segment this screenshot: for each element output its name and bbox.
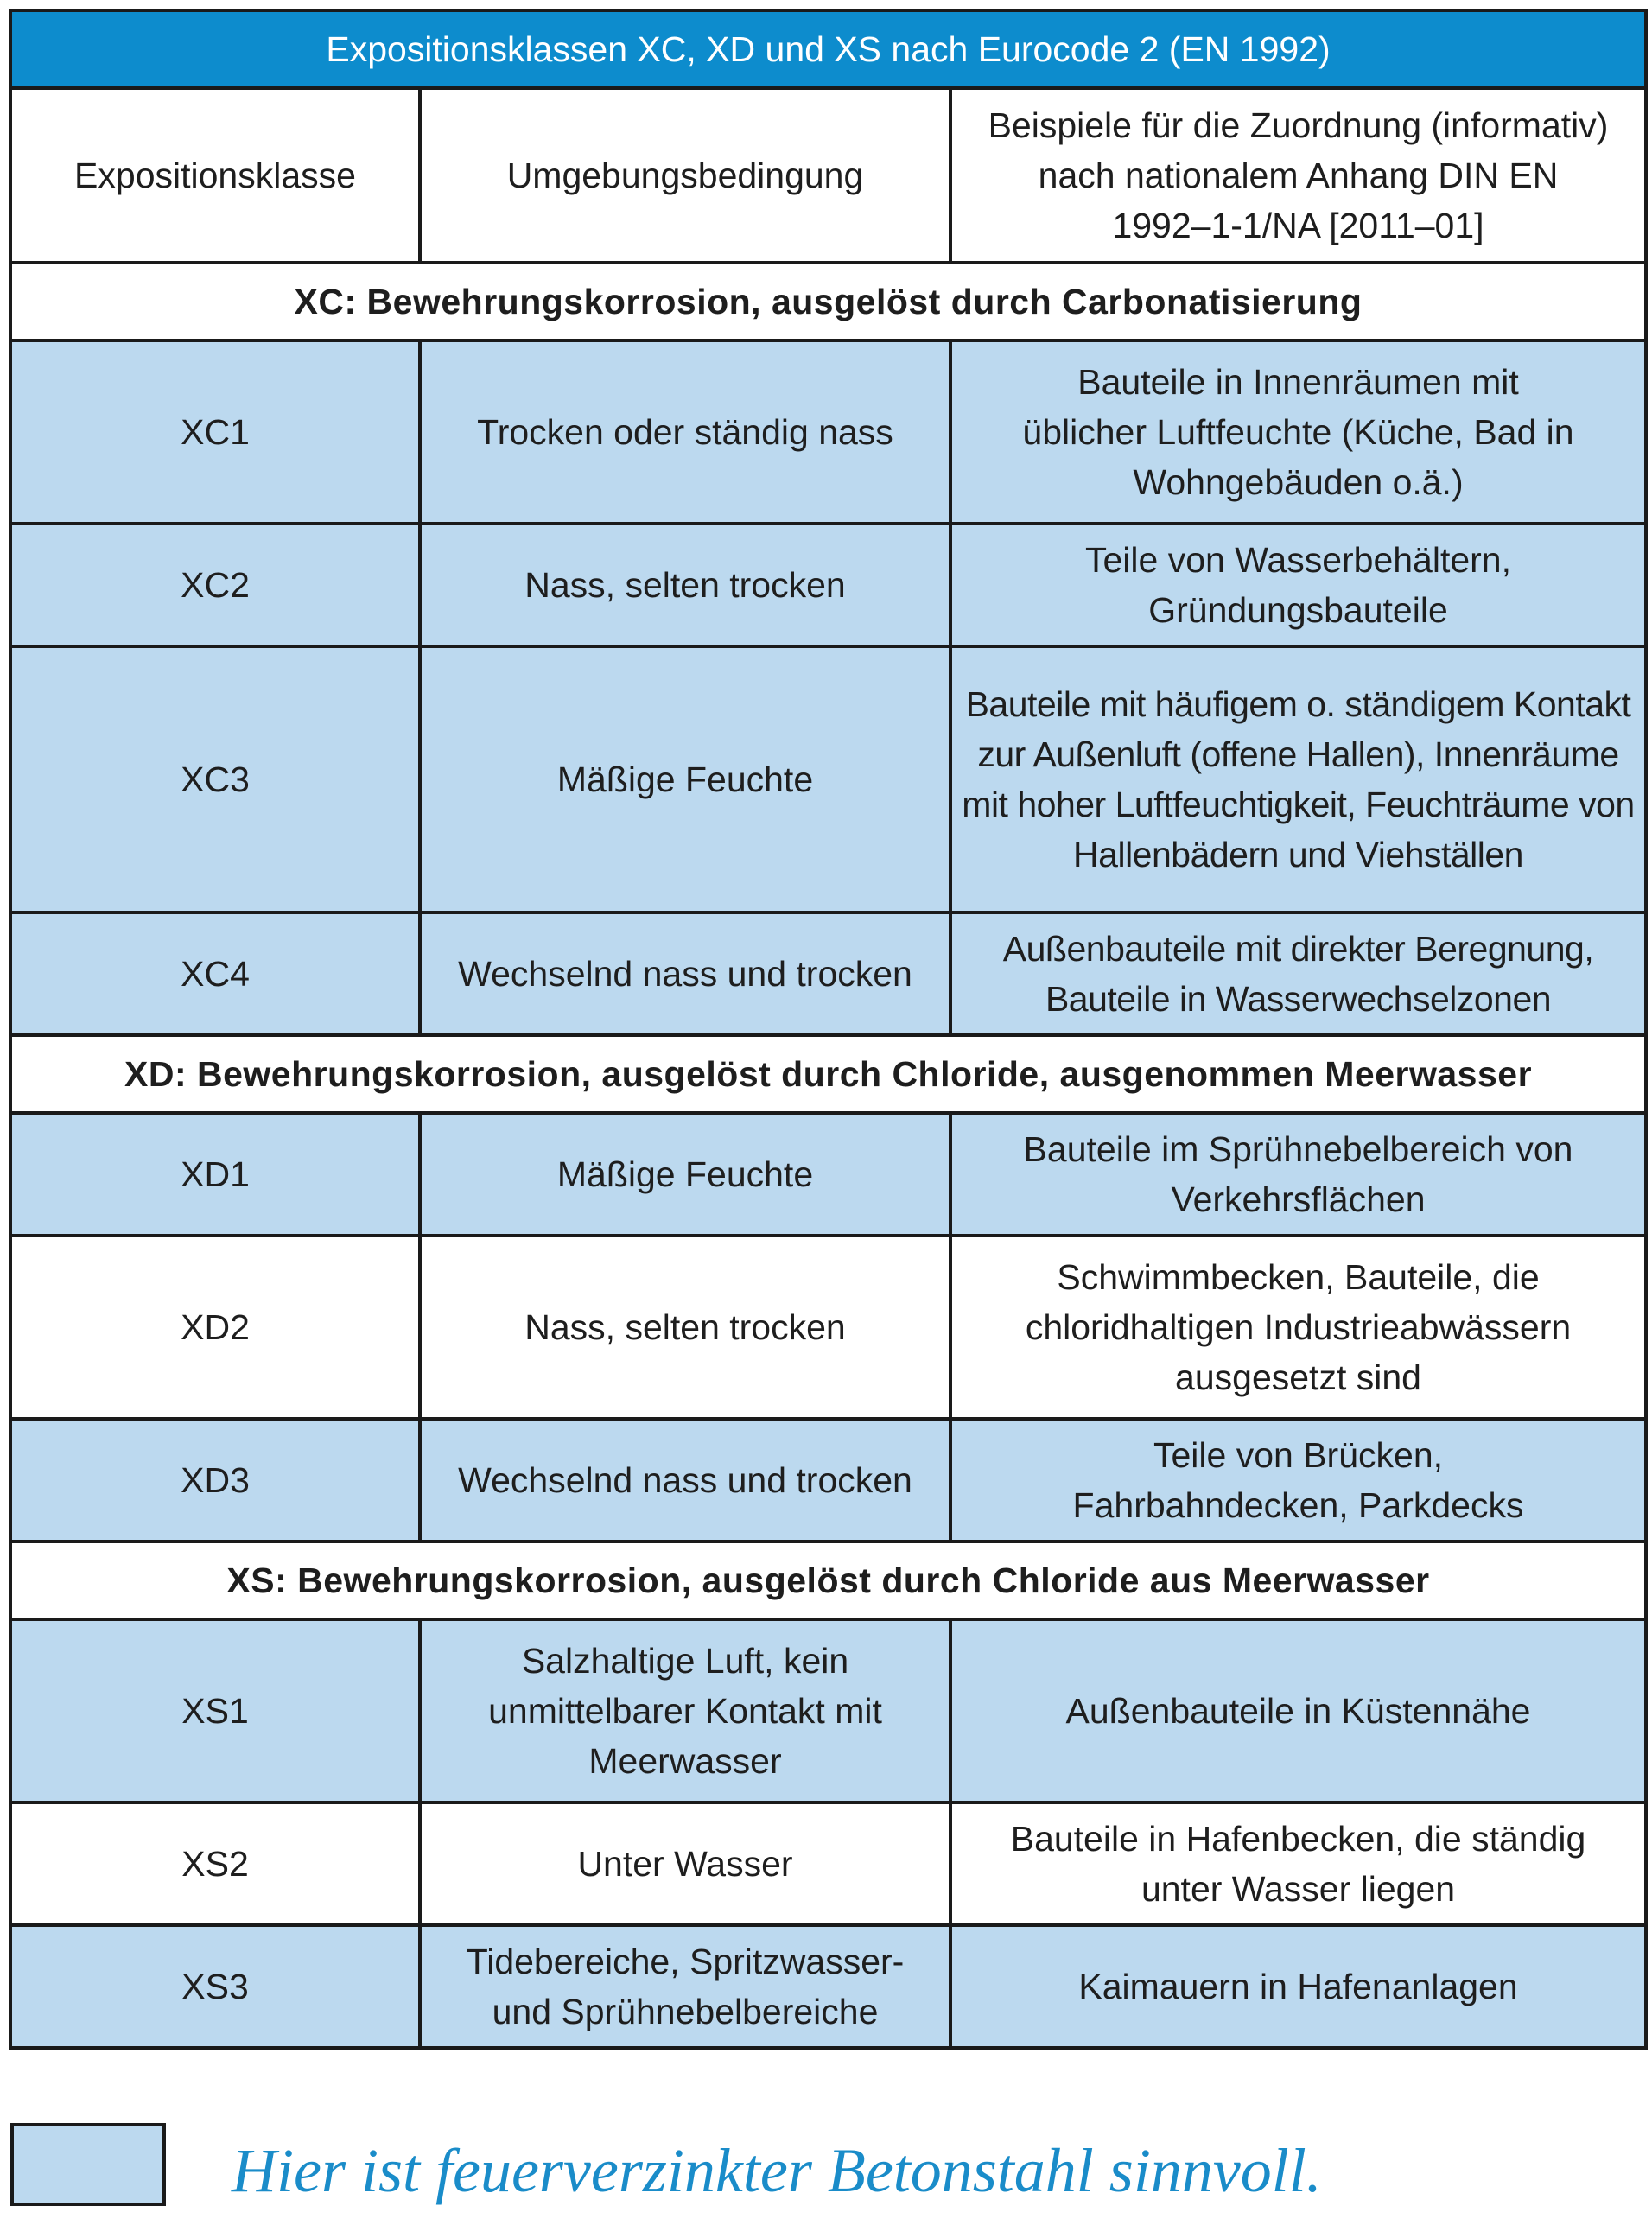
class-cell: XD1 [10,1113,420,1236]
condition-cell: Mäßige Feuchte [420,1113,950,1236]
class-cell: XD2 [10,1236,420,1419]
exposure-class-table [9,9,1648,2050]
example-cell: Bauteile in Innenräumen mit üblicher Luftfeuchte (Küche, Bad in Wohngebäuden o.ä.) [950,340,1646,524]
example-cell: Außenbauteile mit direkter Beregnung, Bauteile in Wasserwechselzonen [950,912,1646,1035]
table-row [10,524,1646,646]
class-cell: XS3 [10,1925,420,2048]
condition-cell: Nass, selten trocken [420,524,950,646]
condition-cell: Mäßige Feuchte [420,646,950,912]
example-cell: Schwimmbecken, Bauteile, die chloridhaltigen Industrieabwässern ausgesetzt sind [950,1236,1646,1419]
class-cell: XC2 [10,524,420,646]
condition-cell: Wechselnd nass und trocken [420,1419,950,1542]
section-heading-xd: XD: Bewehrungskorrosion, ausgelöst durch Chloride, ausgenommen Meerwasser [10,1035,1646,1113]
class-cell: XC4 [10,912,420,1035]
condition-cell: Nass, selten trocken [420,1236,950,1419]
example-cell: Teile von Wasserbehältern, Gründungsbauteile [950,524,1646,646]
example-cell: Bauteile in Hafenbecken, die ständig unter Wasser liegen [950,1802,1646,1925]
example-cell: Teile von Brücken, Fahrbahndecken, Parkdecks [950,1419,1646,1542]
condition-cell: Salzhaltige Luft, kein unmittelbarer Kontakt mit Meerwasser [420,1619,950,1802]
header-expositionsklasse: Expositionsklasse [10,88,420,263]
section-heading-row [10,263,1646,340]
class-cell: XD3 [10,1419,420,1542]
example-cell: Kaimauern in Hafenanlagen [950,1925,1646,2048]
section-heading-xc: XC: Bewehrungskorrosion, ausgelöst durch Carbonatisierung [10,263,1646,340]
condition-cell: Trocken oder ständig nass [420,340,950,524]
condition-cell: Tidebereiche, Spritzwasser- und Sprühnebelbereiche [420,1925,950,2048]
table-row [10,912,1646,1035]
table-title: Expositionsklassen XC, XD und XS nach Eurocode 2 (EN 1992) [10,10,1646,88]
example-cell: Außenbauteile in Küstennähe [950,1619,1646,1802]
condition-cell: Wechselnd nass und trocken [420,912,950,1035]
section-heading-row [10,1035,1646,1113]
table-title-row [10,10,1646,88]
table-row [10,340,1646,524]
example-cell: Bauteile im Sprühnebelbereich von Verkehrsflächen [950,1113,1646,1236]
table-header-row [10,88,1646,263]
condition-cell: Unter Wasser [420,1802,950,1925]
table-row [10,1619,1646,1802]
class-cell: XS1 [10,1619,420,1802]
table-row [10,1925,1646,2048]
header-beispiele: Beispiele für die Zuordnung (informativ) nach nationalem Anhang DIN EN 1992–1-1/NA [2011–01] [950,88,1646,263]
table-row [10,1113,1646,1236]
class-cell: XS2 [10,1802,420,1925]
table-row [10,1419,1646,1542]
table-row [10,1802,1646,1925]
legend-text: Hier ist feuerverzinkter Betonstahl sinnvoll. [232,2136,1322,2205]
section-heading-row [10,1542,1646,1619]
class-cell: XC1 [10,340,420,524]
example-cell: Bauteile mit häufigem o. ständigem Kontakt zur Außenluft (offene Hallen), Innenräume mit hoher Luftfeuchtigkeit, Feuchträume von Hallenbädern und Viehställen [950,646,1646,912]
section-heading-xs: XS: Bewehrungskorrosion, ausgelöst durch Chloride aus Meerwasser [10,1542,1646,1619]
class-cell: XC3 [10,646,420,912]
legend-swatch [10,2123,166,2206]
table-row [10,646,1646,912]
table-row [10,1236,1646,1419]
header-umgebungsbedingung: Umgebungsbedingung [420,88,950,263]
